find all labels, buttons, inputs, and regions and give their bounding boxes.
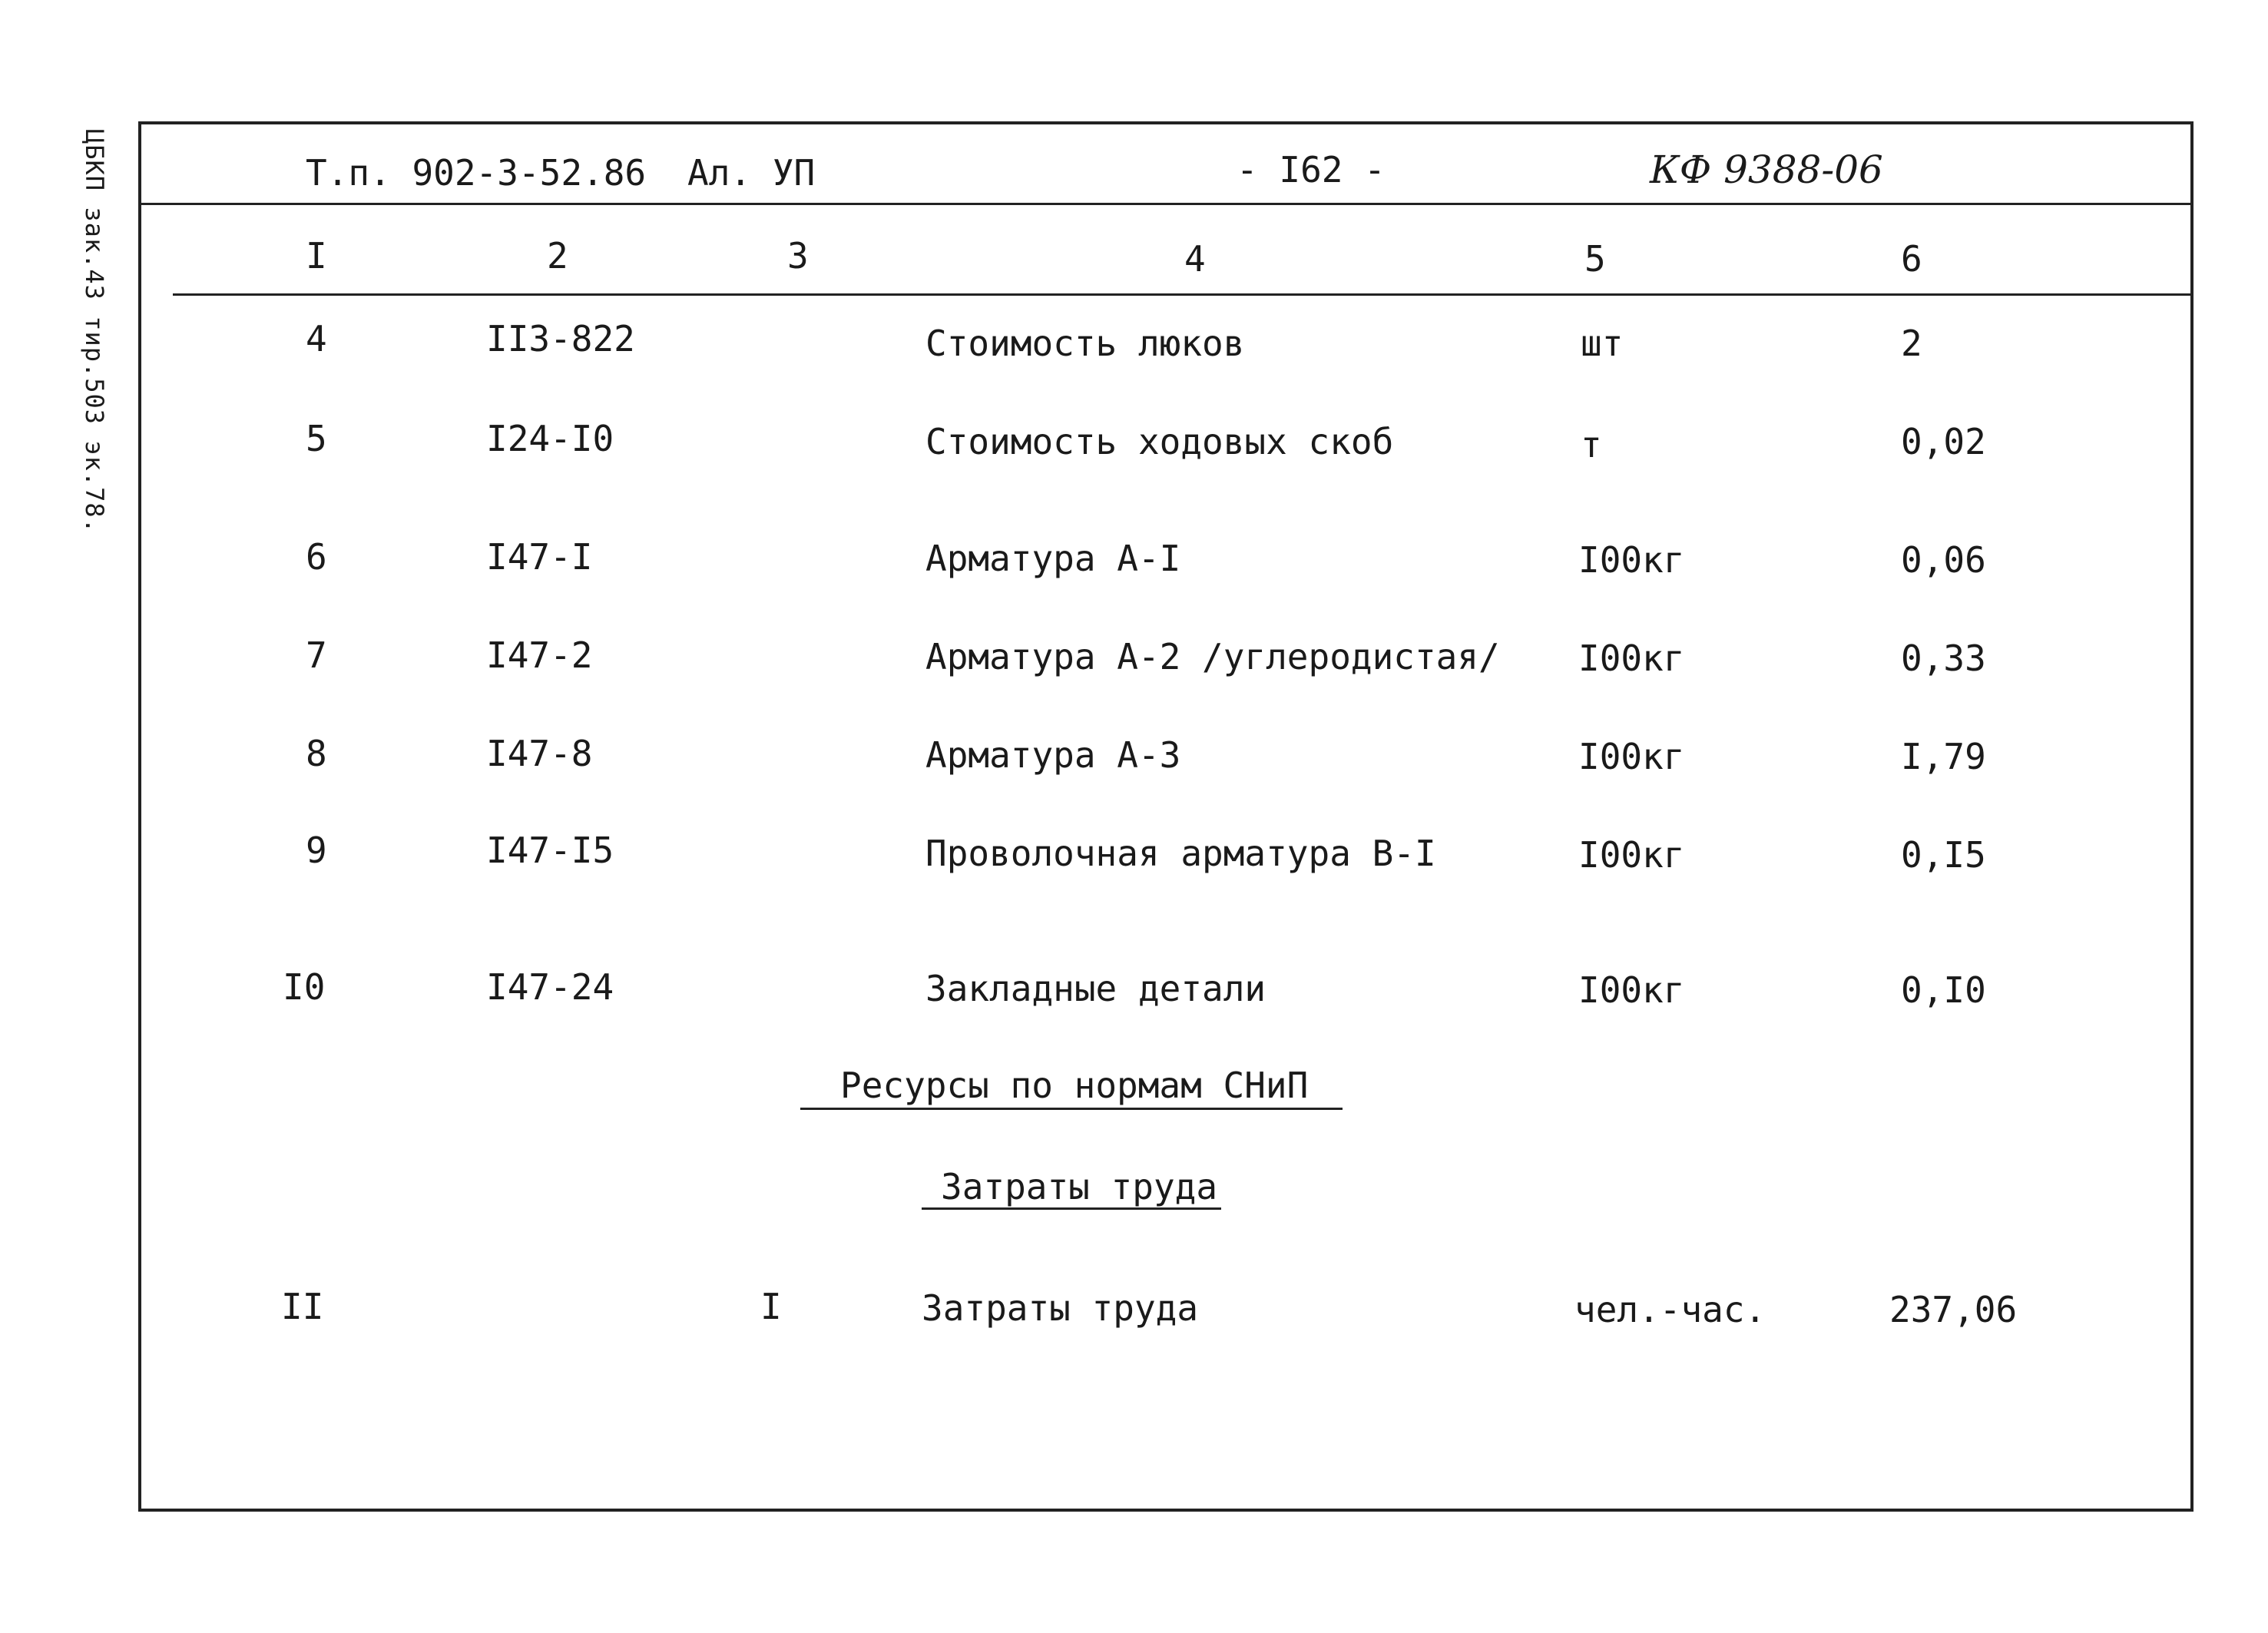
row-unit: I00кг bbox=[1578, 638, 1685, 679]
row-code: I47-I bbox=[486, 536, 593, 578]
row-number: 8 bbox=[306, 733, 327, 774]
row-name: Стоимость ходовых скоб bbox=[925, 421, 1394, 462]
column-header-divider bbox=[173, 293, 2194, 296]
row-unit: шт bbox=[1581, 323, 1624, 364]
labor-row-name: Затраты труда bbox=[922, 1287, 1199, 1329]
doc-reference: Т.п. 902-3-52.86 bbox=[306, 152, 647, 194]
subsection-title-underline bbox=[922, 1207, 1221, 1210]
row-unit: I00кг bbox=[1578, 834, 1685, 876]
column-header-5: 5 bbox=[1584, 238, 1606, 280]
section-title: Ресурсы по нормам СНиП bbox=[840, 1065, 1309, 1106]
row-unit: т bbox=[1581, 424, 1602, 465]
row-quantity: 2 bbox=[1901, 323, 1922, 364]
header-divider bbox=[138, 203, 2194, 205]
column-header-4: 4 bbox=[1184, 238, 1206, 280]
row-name: Закладные детали bbox=[925, 968, 1266, 1009]
row-unit: I00кг bbox=[1578, 736, 1685, 777]
row-name: Арматура А-3 bbox=[925, 734, 1181, 776]
row-name: Проволочная арматура В-I bbox=[925, 833, 1436, 874]
row-quantity: 0,I5 bbox=[1901, 834, 1986, 876]
row-quantity: 0,02 bbox=[1901, 421, 1986, 462]
row-number: 4 bbox=[306, 318, 327, 359]
row-unit: I00кг bbox=[1578, 969, 1685, 1011]
labor-row-unit: чел.-час. bbox=[1574, 1289, 1766, 1330]
column-header-2: 2 bbox=[547, 235, 568, 277]
page-number: - I62 - bbox=[1237, 149, 1386, 190]
row-quantity: 0,33 bbox=[1901, 638, 1986, 679]
labor-row-reference: I bbox=[760, 1286, 782, 1327]
column-header-6: 6 bbox=[1901, 238, 1922, 280]
row-name: Стоимость люков bbox=[925, 323, 1245, 364]
row-code: I24-I0 bbox=[486, 418, 614, 459]
row-number: 6 bbox=[306, 536, 327, 578]
row-number: 5 bbox=[306, 418, 327, 459]
row-quantity: 0,06 bbox=[1901, 539, 1986, 581]
album-label: Ал. УП bbox=[687, 152, 816, 194]
column-header-1: I bbox=[306, 235, 327, 277]
section-title-underline bbox=[800, 1108, 1343, 1110]
row-quantity: I,79 bbox=[1901, 736, 1986, 777]
row-code: I47-I5 bbox=[486, 830, 614, 871]
row-quantity: 0,I0 bbox=[1901, 969, 1986, 1011]
row-code: I47-24 bbox=[486, 966, 614, 1008]
row-code: I47-8 bbox=[486, 733, 593, 774]
row-code: II3-822 bbox=[486, 318, 635, 359]
side-print-note: ЦБКП зак.43 тир.503 эк.78. bbox=[80, 129, 109, 534]
labor-row-number: II bbox=[281, 1286, 324, 1327]
row-number: I0 bbox=[283, 966, 326, 1008]
labor-row-quantity: 237,06 bbox=[1889, 1289, 2018, 1330]
row-unit: I00кг bbox=[1578, 539, 1685, 581]
row-number: 9 bbox=[306, 830, 327, 871]
row-name: Арматура А-2 /углеродистая/ bbox=[925, 636, 1500, 677]
row-code: I47-2 bbox=[486, 634, 593, 676]
row-name: Арматура А-I bbox=[925, 538, 1181, 579]
subsection-title: Затраты труда bbox=[941, 1166, 1218, 1207]
column-header-3: 3 bbox=[787, 235, 809, 277]
document-code: КФ 9388-06 bbox=[1650, 147, 1883, 192]
row-number: 7 bbox=[306, 634, 327, 676]
